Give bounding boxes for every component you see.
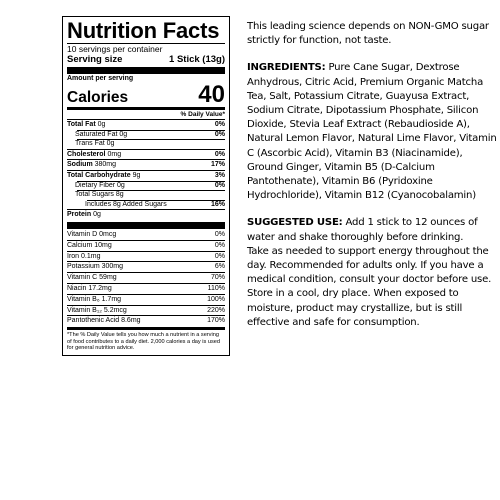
vitamin-row	[67, 272, 225, 283]
nutrient-amount: 0g	[97, 121, 106, 128]
product-text-column	[247, 20, 497, 330]
nutrient-name: Total Sugars	[75, 191, 114, 199]
nutrient-amount: 0g	[119, 130, 128, 138]
vitamin-text: Vitamin C 59mg	[67, 274, 117, 282]
nutrient-amount: 0g	[93, 211, 101, 219]
intro-text: This leading science depends on NON-GMO sugar strictly for function, not taste.	[247, 21, 489, 47]
nutrient-name: Saturated Fat	[75, 130, 118, 138]
nutrient-dv: 0%	[214, 150, 225, 158]
nutrient-name: Sodium	[67, 161, 93, 169]
calories-label: Calories	[67, 89, 129, 106]
nutrient-dv: 0%	[214, 181, 225, 189]
nutrient-dv: 3%	[214, 171, 225, 179]
nutrient-dv: 0%	[214, 130, 225, 138]
vitamin-dv: 220%	[207, 306, 225, 314]
nutrient-amount: 0mg	[107, 150, 122, 158]
nutrient-row-trans-fat	[67, 139, 225, 149]
nutrient-row-cholesterol	[67, 149, 225, 160]
servings-per-container: 10 servings per container	[67, 44, 163, 54]
serving-size-value: 1 Stick (13g)	[169, 54, 225, 65]
nutrient-amount: 9g	[132, 171, 141, 179]
nutrient-row-dietary-fiber	[67, 181, 225, 191]
spacer	[247, 48, 497, 61]
vitamin-text: Niacin 17.2mg	[67, 284, 112, 292]
nutrient-name: Includes 8g Added Sugars	[85, 200, 167, 208]
nutrient-name: Cholesterol	[67, 150, 106, 158]
vitamin-dv: 170%	[207, 317, 225, 325]
vitamin-text: Pantothenic Acid 8.6mg	[67, 317, 141, 325]
vitamin-text: Calcium 10mg	[67, 241, 112, 249]
vitamin-row	[67, 251, 225, 262]
vitamin-dv: 6%	[214, 263, 225, 271]
nutrient-dv: 0%	[214, 121, 225, 128]
nutrition-title: Nutrition Facts	[67, 18, 220, 43]
ingredients-list: Pure Cane Sugar, Dextrose Anhydrous, Citric Acid, Premium Organic Matcha Tea, Salt, Potassium Citrate, Guayusa Extract, Sodium Citrate, Dipotassium Phosphate, Silicon Dioxide, Stevia Leaf Extract (Rebaudioside A), Natural Lemon Flavor, Natural Lime Flavor, Vitamin C (Ascorbic Acid), Vitamin B3 (Niacinamide), Ground Ginger, Vitamin B5 (D-Calcium Pantothenate), Vitamin B6 (Pyridoxine Hydrochloride), Vitamin B12 (Cyanocobalamin)	[247, 62, 497, 202]
suggested-use-text: Add 1 stick to 12 ounces of water and shake thoroughly before drinking.	[247, 217, 478, 243]
vitamin-dv: 100%	[207, 295, 225, 303]
nutrient-name: Dietary Fiber	[75, 181, 116, 189]
nutrient-row-total-sugars	[67, 190, 225, 200]
vitamin-row	[67, 230, 225, 240]
vitamin-text: Potassium 300mg	[67, 263, 124, 271]
vitamin-row	[67, 294, 225, 305]
vitamin-text: Vitamin D 0mcg	[67, 230, 117, 238]
nutrient-amount: 380mg	[94, 161, 117, 169]
ingredients-heading: INGREDIENTS:	[247, 62, 326, 74]
divider-thick	[67, 67, 225, 74]
nutrient-dv: 16%	[210, 200, 225, 208]
nutrient-amount: 8g	[115, 191, 124, 199]
vitamin-row	[67, 283, 225, 294]
nutrition-facts-panel	[62, 16, 230, 356]
vitamin-row	[67, 240, 225, 251]
nutrient-name: Total Fat	[67, 121, 96, 128]
daily-value-header: % Daily Value*	[180, 111, 225, 118]
nutrient-amount: 0g	[117, 181, 125, 189]
nutrient-name: Total Carbohydrate	[67, 171, 131, 179]
nutrient-row-sodium	[67, 159, 225, 170]
warning-text: Take as needed to support energy throughout the day. Recommended for adults only. If you have a medical condition, consult your doctor before use. Store in a cool, dry place. When exposed to moisture, product may crystallize, but is still effective and safe for consumption.	[247, 245, 492, 328]
suggested-use-paragraph	[247, 216, 497, 244]
vitamin-row	[67, 305, 225, 316]
serving-size-label: Serving size	[67, 54, 123, 65]
vitamin-text: Vitamin B₁₂ 5.2mcg	[67, 306, 127, 314]
nutrient-row-total-fat	[67, 119, 225, 130]
calories-value: 40	[198, 81, 225, 108]
nutrient-amount: 0g	[106, 140, 115, 148]
calories-row	[67, 83, 225, 106]
vitamin-row	[67, 261, 225, 272]
nutrient-row-added-sugars	[67, 200, 225, 210]
vitamin-text: Iron 0.1mg	[67, 252, 101, 260]
daily-value-footnote: *The % Daily Value tells you how much a nutrient in a serving of food contributes to a daily diet. 2,000 calories a day is used for general nutrition advice.	[67, 332, 220, 352]
divider-medium	[67, 327, 225, 330]
vitamin-text: Vitamin B₆ 1.7mg	[67, 295, 122, 303]
amount-per-serving: Amount per serving	[67, 75, 134, 82]
nutrient-row-total-carbohydrate	[67, 170, 225, 181]
spacer	[247, 203, 497, 216]
nutrient-row-saturated-fat	[67, 130, 225, 140]
vitamin-dv: 110%	[207, 284, 225, 292]
vitamin-row	[67, 315, 225, 326]
nutrient-name: Trans Fat	[75, 140, 105, 148]
vitamin-list	[67, 230, 225, 326]
divider-thick	[67, 222, 225, 229]
vitamin-dv: 0%	[214, 230, 225, 238]
suggested-use-heading: SUGGESTED USE:	[247, 217, 343, 229]
vitamin-dv: 70%	[210, 274, 225, 282]
nutrient-row-protein	[67, 209, 225, 220]
vitamin-dv: 0%	[214, 241, 225, 249]
nutrient-dv: 17%	[210, 161, 225, 169]
serving-size	[67, 54, 225, 65]
nutrient-name: Protein	[67, 211, 92, 219]
ingredients-paragraph	[247, 61, 497, 203]
vitamin-dv: 0%	[214, 252, 225, 260]
